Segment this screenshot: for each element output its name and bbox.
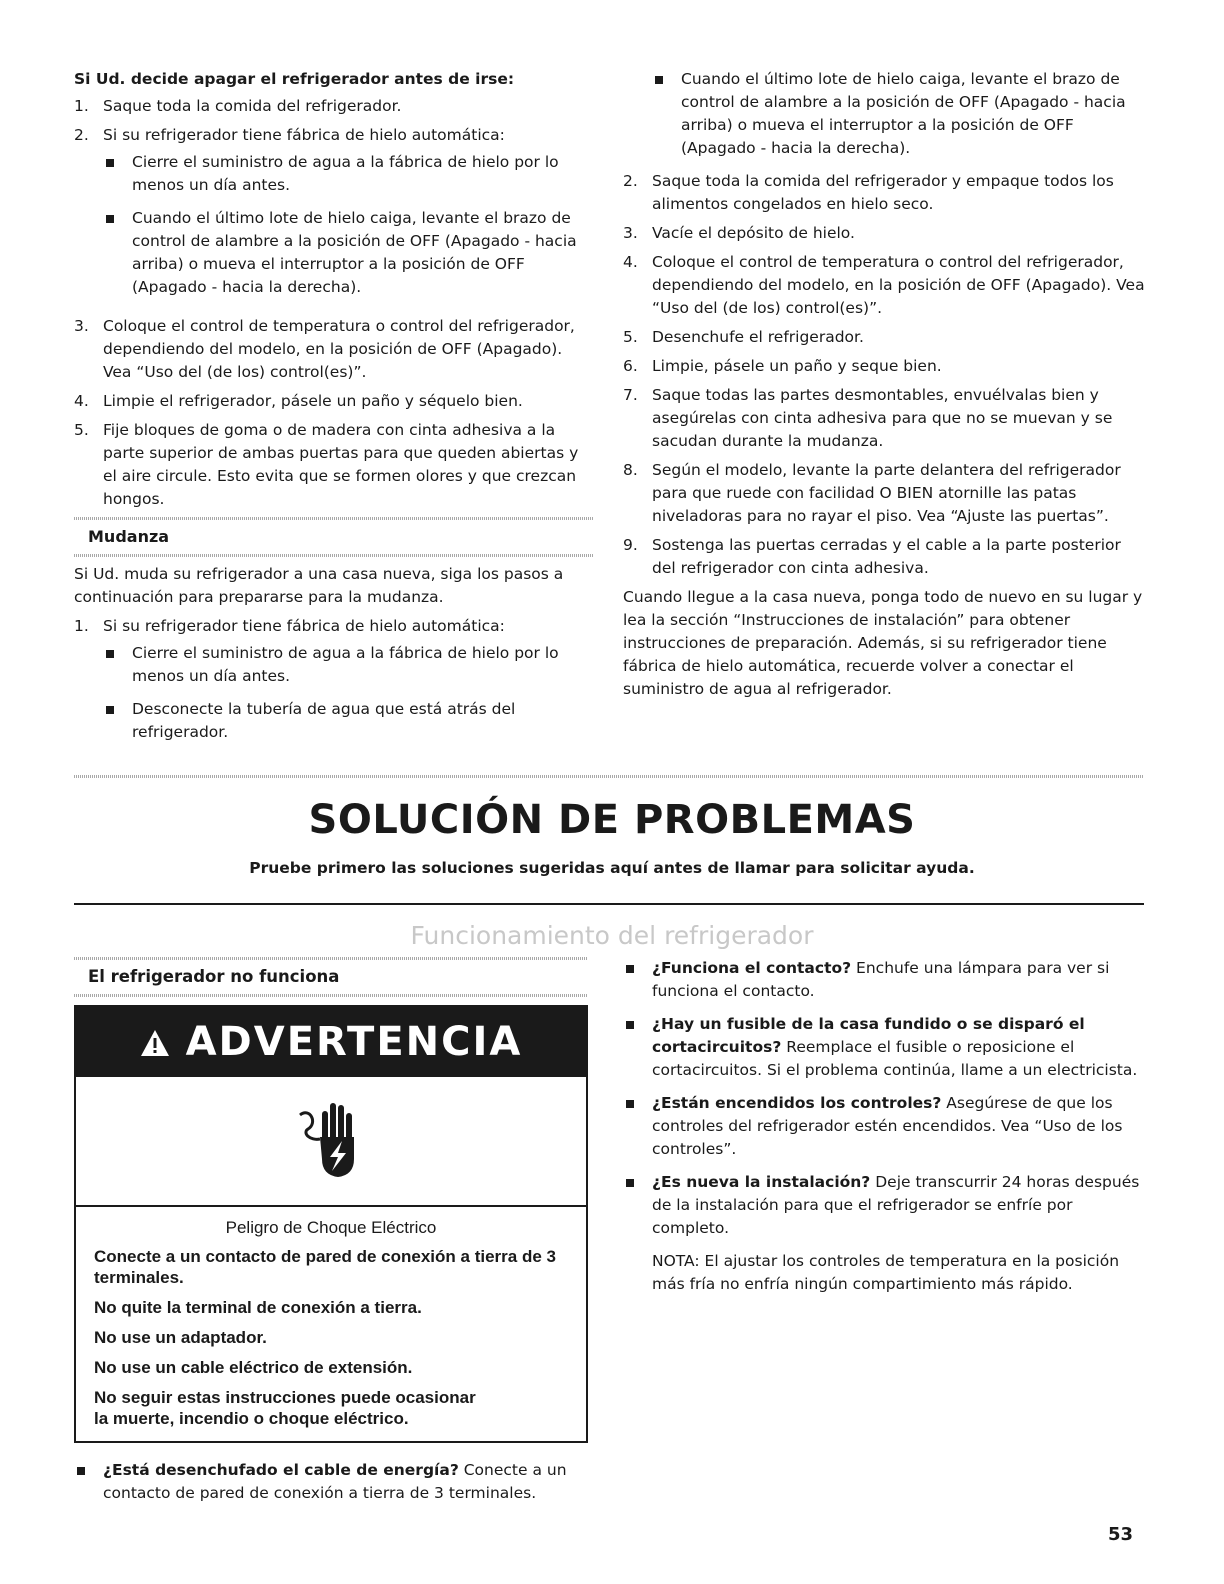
left-bottom-column [74,957,588,1515]
list-item: 4. Coloque el control de temperatura o control del refrigerador, dependiendo del modelo, en la posición de OFF (Apagado). Vea “Uso del (de los) control(es)”. [623,253,1145,317]
square-bullet-icon [103,698,132,744]
list-item: 5. Desenchufe el refrigerador. [623,328,864,346]
title-rule [74,903,1144,905]
list-item: 5. Fije bloques de goma o de madera con cinta adhesiva a la parte superior de ambas puertas para que queden abiertas y el aire circule. Esto evita que se formen olores y que crezcan hongos. [74,421,579,508]
list-item: 3. Coloque el control de temperatura o control del refrigerador, dependiendo del modelo, en la posición de OFF (Apagado). Vea “Uso del (de los) control(es)”. [74,317,575,381]
list-item: 7. Saque todas las partes desmontables, envuélvalas bien y asegúrelas con cinta adhesiva para que no se muevan y se sacudan durante la mudanza. [623,386,1113,450]
right-top-column [623,68,1145,707]
list-item: 6. Limpie, pásele un paño y seque bien. [623,357,942,375]
warning-box [74,1005,588,1443]
list-item: 3. Vacíe el depósito de hielo. [623,224,855,242]
square-bullet-icon [623,1171,652,1240]
list-item: 9. Sostenga las puertas cerradas y el cable a la parte posterior del refrigerador con cinta adhesiva. [623,536,1121,577]
page-title: SOLUCIÓN DE PROBLEMAS [308,797,916,843]
warning-line: No quite la terminal de conexión a tierra. [94,1298,422,1317]
divider [74,554,594,557]
square-bullet-icon [623,1092,652,1161]
section-title: Funcionamiento del refrigerador [410,921,814,950]
bullet-item: ¿Es nueva la instalación? Deje transcurrir 24 horas después de la instalación para que el refrigerador se enfríe por completo. [623,1171,1145,1240]
square-bullet-icon [103,151,132,197]
square-bullet-icon [623,957,652,1003]
warning-title: ADVERTENCIA [185,1019,523,1065]
moving-section-header [74,517,594,557]
warning-line: No seguir estas instrucciones puede ocasionar la muerte, incendio o choque eléctrico. [94,1388,476,1428]
list-item: 2. Si su refrigerador tiene fábrica de hielo automática: Cierre el suministro de agua a la fábrica de hielo por lo menos un día antes. Cuando el último lote de hielo caiga, levante el brazo de control de alambre a la posición de OFF (Apagado - hacia arriba) o mueva el interruptor a la posición de OFF (Apagado - hacia la derecha). [74,124,594,309]
icemaker-bullets [103,151,594,299]
before-leaving-heading: Si Ud. decide apagar el refrigerador antes de irse: [74,70,515,88]
electric-shock-icon [296,1093,366,1190]
bullet-item: ¿Están encendidos los controles? Asegúrese de que los controles del refrigerador estén encendidos. Vea “Uso de los controles”. [623,1092,1145,1161]
page-number: 53 [1108,1524,1134,1545]
bullet-item: Cuando el último lote de hielo caiga, levante el brazo de control de alambre a la posición de OFF (Apagado - hacia arriba) o mueva el interruptor a la posición de OFF (Apagado - hacia la derecha). [103,207,594,299]
warning-header [76,1007,586,1077]
bullet-item: ¿Está desenchufado el cable de energía? Conecte a un contacto de pared de conexión a tierra de 3 terminales. [74,1459,588,1505]
list-item: 1. Saque toda la comida del refrigerador. [74,97,402,115]
bullet-item: Cierre el suministro de agua a la fábrica de hielo por lo menos un día antes. [103,151,594,197]
divider [74,994,588,997]
square-bullet-icon [103,207,132,299]
bullet-item: ¿Hay un fusible de la casa fundido o se disparó el cortacircuitos? Reemplace el fusible o reposicione el cortacircuitos. Si el problema continúa, llame a un electricista. [623,1013,1145,1082]
list-item: 8. Según el modelo, levante la parte delantera del refrigerador para que ruede con facilidad O BIEN atornille las patas niveladoras para no rayar el piso. Vea “Ajuste las puertas”. [623,461,1121,525]
warning-line: Conecte a un contacto de pared de conexión a tierra de 3 terminales. [94,1247,556,1287]
left-top-column [74,68,594,760]
list-item: 1. Si su refrigerador tiene fábrica de hielo automática: Cierre el suministro de agua a la fábrica de hielo por lo menos un día antes. Desconecte la tubería de agua que está atrás del refrigerador. [74,615,594,754]
moving-intro: Si Ud. muda su refrigerador a una casa nueva, siga los pasos a continuación para prepararse para la mudanza. [74,565,564,606]
problem-heading: El refrigerador no funciona [88,967,340,986]
bullet-item: Desconecte la tubería de agua que está atrás del refrigerador. [103,698,594,744]
problem-header [74,957,588,997]
bullet-item: ¿Funciona el contacto? Enchufe una lámpara para ver si funciona el contacto. [623,957,1145,1003]
bullet-item: Cierre el suministro de agua a la fábrica de hielo por lo menos un día antes. [103,642,594,688]
page-subtitle: Pruebe primero las soluciones sugeridas aquí antes de llamar para solicitar ayuda. [249,859,975,877]
square-bullet-icon [652,68,681,160]
warning-line: No use un adaptador. [94,1328,267,1347]
square-bullet-icon [74,1459,103,1505]
list-item: 4. Limpie el refrigerador, pásele un paño y séquelo bien. [74,392,523,410]
section-divider [74,775,1144,778]
note: NOTA: El ajustar los controles de temperatura en la posición más fría no enfría ningún compartimiento más rápido. [652,1252,1120,1293]
hazard-title: Peligro de Choque Eléctrico [225,1218,437,1237]
square-bullet-icon [623,1013,652,1082]
right-bottom-column [623,957,1145,1302]
list-item: 2. Saque toda la comida del refrigerador y empaque todos los alimentos congelados en hielo seco. [623,172,1114,213]
moving-heading: Mudanza [88,527,170,546]
warning-line: No use un cable eléctrico de extensión. [94,1358,413,1377]
bullet-item: Cuando el último lote de hielo caiga, levante el brazo de control de alambre a la posición de OFF (Apagado - hacia arriba) o mueva el interruptor a la posición de OFF (Apagado - hacia la derecha). [652,68,1145,160]
square-bullet-icon [103,642,132,688]
warning-triangle-icon [140,1019,186,1065]
moving-closing: Cuando llegue a la casa nueva, ponga todo de nuevo en su lugar y lea la sección “Instrucciones de instalación” para obtener instrucciones de preparación. Además, si su refrigerador tiene fábrica de hielo automática, recuerde volver a conectar el suministro de agua al refrigerador. [623,588,1143,698]
